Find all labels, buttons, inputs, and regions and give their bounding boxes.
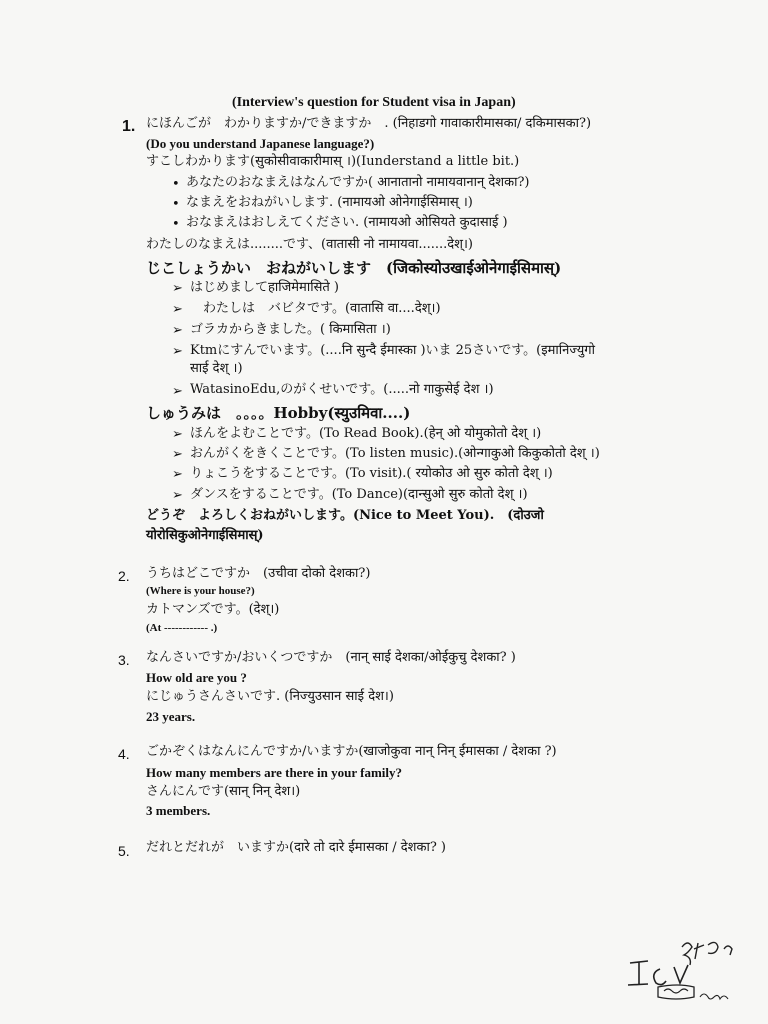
q1-answer: すこしわかります(सुकोसीवाकारीमास् ।)(Iunderstand a little bit.): [146, 154, 520, 169]
q2-answer-english: (At ------------ .): [146, 622, 218, 634]
document-title: (Interview's question for Student visa in Japan): [232, 95, 516, 110]
question-number-3: 3.: [118, 652, 130, 668]
q4-question: ごかぞくはなんにんですか/いますか(खाजोकुवा नान् निन् ईमासका / देशका ?): [146, 744, 557, 759]
arrow-bullet-icon: ➢: [172, 384, 183, 399]
closing-line-1: どうぞ よろしくおねがいします。(Nice to Meet You). (दोउजो: [146, 508, 544, 523]
hobby-heading: しゅうみは 。。。。Hobby(स्युउमिवा....): [146, 404, 411, 422]
bullet-dot: •: [172, 177, 180, 192]
q1-question: にほんごが わかりますか/できますか . (निहाडगो गावाकारीमासका/ दकिमासका?): [146, 116, 592, 131]
bullet-dot: •: [172, 197, 180, 212]
q2-answer: カトマンズです。(देश्।): [146, 602, 280, 617]
arrow-bullet-icon: ➢: [172, 344, 183, 359]
q1-bullet-3: おなまえはおしえてください. (नामायओ ओसियते कुदासाई ): [186, 215, 508, 230]
intro-item-5: WatasinoEdu,のがくせいです。(.....नो गाकुसेई देश ।): [190, 382, 494, 397]
q3-english: How old are you ?: [146, 670, 247, 685]
arrow-bullet-icon: ➢: [172, 467, 183, 482]
q3-question: なんさいですか/おいくつですか (नान् साई देशका/ओईकुचु देशका? ): [146, 650, 516, 665]
q4-answer: さんにんです(सान् निन् देश।): [146, 784, 301, 799]
arrow-bullet-icon: ➢: [172, 447, 183, 462]
arrow-bullet-icon: ➢: [172, 488, 183, 503]
hobby-item-3: りょこうをすることです。(To visit).( रयोकोउ ओ सुरु कोतो देश् ।): [190, 466, 553, 481]
arrow-bullet-icon: ➢: [172, 302, 183, 317]
hobby-item-2: おんがくをきくことです。(To listen music).(ओन्गाकुओ किकुकोतो देश् ।): [190, 446, 600, 461]
self-intro-heading: じこしょうかい おねがいします (जिकोस्योउखाईओनेगाईसिमास्): [146, 259, 562, 277]
q4-answer-english: 3 members.: [146, 803, 211, 818]
q1-bullet-1: あなたのおなまえはなんですか( आनातानो नामायवानान् देशका?): [186, 175, 530, 190]
bullet-dot: •: [172, 217, 180, 232]
question-number-1: 1.: [122, 118, 136, 135]
arrow-bullet-icon: ➢: [172, 427, 183, 442]
q2-question: うちはどこですか (उचीवा दोको देशका?): [146, 566, 371, 581]
q4-english: How many members are there in your family?: [146, 765, 402, 780]
q3-answer: にじゅうさんさいです. (निज्युउसान साई देश।): [146, 689, 394, 704]
closing-line-2: योरोसिकुओनेगाईसिमास्): [146, 528, 264, 543]
intro-item-1: はじめましてहाजिमेमासिते ): [190, 280, 339, 295]
intro-item-4: Ktmにすんでいます。(....नि सुन्दै ईमास्का )いま 25さいです。(इमानिज्युगो: [190, 343, 595, 358]
intro-item-3: ゴラカからきました。( किमासिता ।): [190, 322, 391, 337]
handwritten-signature: [620, 935, 760, 1015]
hobby-item-1: ほんをよむことです。(To Read Book).(हेन् ओ योमुकोतो देश् ।): [190, 426, 542, 441]
q2-english: (Where is your house?): [146, 585, 255, 597]
q1-english: (Do you understand Japanese language?): [146, 136, 375, 151]
q1-bullet-2: なまえをおねがいします. (नामायओ ओनेगाईसिमास् ।): [186, 195, 473, 210]
intro-item-4-cont: साई देश् ।): [190, 361, 243, 376]
intro-item-2: わたしは バビタです。(वातासि वा....देश्।): [190, 301, 441, 316]
question-number-4: 4.: [118, 746, 130, 762]
arrow-bullet-icon: ➢: [172, 281, 183, 296]
question-number-2: 2.: [118, 568, 130, 584]
q1-name-line: わたしのなまえは........です、(वातासी नो नामायवा.......देश्।): [146, 237, 473, 252]
q5-question: だれとだれが いますか(दारे तो दारे ईमासका / देशका? ): [146, 840, 446, 855]
hobby-item-4: ダンスをすることです。(To Dance)(दान्सुओ सुरु कोतो देश् ।): [190, 487, 528, 502]
arrow-bullet-icon: ➢: [172, 323, 183, 338]
q3-answer-english: 23 years.: [146, 709, 196, 724]
question-number-5: 5.: [118, 843, 130, 859]
